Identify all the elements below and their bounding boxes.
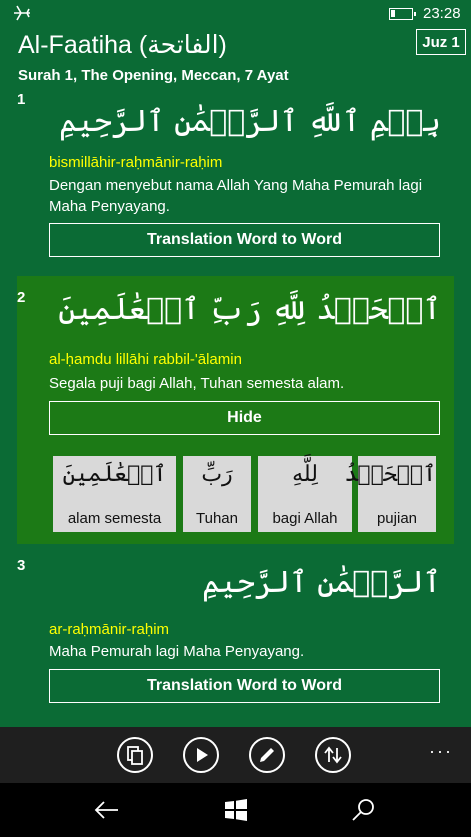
copy-icon[interactable] <box>117 737 153 773</box>
verse-number: 1 <box>17 91 26 108</box>
verse-arabic: ٱلرَّحۡمَٰنِ ٱلرَّحِيمِ <box>202 565 441 600</box>
word-meaning: alam semesta <box>67 510 162 527</box>
hide-button[interactable]: Hide <box>49 401 440 435</box>
search-icon[interactable] <box>349 795 379 825</box>
word-meaning: pujian <box>376 510 418 527</box>
word-card[interactable] <box>344 456 436 532</box>
back-icon[interactable] <box>92 795 122 825</box>
translation-word-to-word-button[interactable]: Translation Word to Word <box>49 223 440 257</box>
word-card[interactable] <box>183 456 251 532</box>
word-arabic: ٱلۡعَٰلَمِينَ <box>62 462 167 487</box>
word-arabic: لِلَّهِ <box>292 462 318 487</box>
juz-button[interactable]: Juz 1 <box>416 29 466 55</box>
verse-translation: Segala puji bagi Allah, Tuhan semesta alam. <box>49 375 345 392</box>
edit-icon[interactable] <box>249 737 285 773</box>
verse-number: 3 <box>17 557 26 574</box>
windows-icon[interactable] <box>221 795 251 825</box>
battery-icon <box>389 8 413 20</box>
verse-transliteration: al-ḥamdu lillāhi rabbil-'ālamin <box>49 351 242 368</box>
word-arabic: ٱلۡحَمۡدُ <box>344 462 436 487</box>
status-bar <box>0 0 471 28</box>
word-card[interactable] <box>258 456 352 532</box>
surah-info: Surah 1, The Opening, Meccan, 7 Ayat <box>18 67 289 84</box>
word-meaning: Tuhan <box>196 510 238 527</box>
sort-icon[interactable] <box>315 737 351 773</box>
page-title: Al-Faatiha (الفاتحة) <box>18 31 227 59</box>
verse-arabic: ٱلۡحَمۡدُ لِلَّهِ رَبِّ ٱلۡعَٰلَمِينَ <box>58 292 441 327</box>
word-meaning: bagi Allah <box>272 510 338 527</box>
airplane-mode-icon <box>12 4 32 22</box>
verse-arabic: بِسۡمِ ٱللَّهِ ٱلرَّحۡمَٰنِ ٱلرَّحِيمِ <box>59 104 441 139</box>
word-arabic: رَبِّ <box>201 462 233 487</box>
clock: 23:28 <box>423 5 461 22</box>
verse-transliteration: bismillāhir-raḥmānir-raḥim <box>49 154 223 171</box>
verse-number: 2 <box>17 289 26 306</box>
verse-translation: Maha Pemurah lagi Maha Penyayang. <box>49 643 305 660</box>
app-bar <box>0 727 471 783</box>
translation-word-to-word-button[interactable]: Translation Word to Word <box>49 669 440 703</box>
more-button[interactable]: ··· <box>429 741 453 761</box>
word-card[interactable] <box>53 456 176 532</box>
play-icon[interactable] <box>183 737 219 773</box>
verse-transliteration: ar-raḥmānir-raḥim <box>49 621 170 638</box>
verse-translation: Dengan menyebut nama Allah Yang Maha Pemurah lagi Maha Penyayang. <box>49 177 423 215</box>
system-nav-bar <box>0 783 471 837</box>
